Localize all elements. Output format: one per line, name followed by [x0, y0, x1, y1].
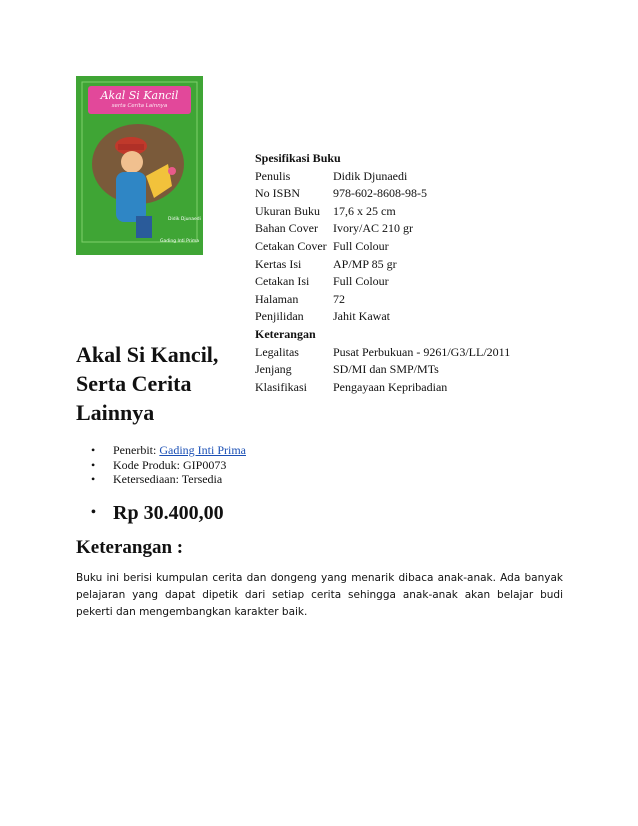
spec-row [255, 168, 615, 186]
publisher-link[interactable]: Gading Inti Prima [159, 443, 246, 457]
cover-title: Akal Si Kancil [100, 89, 179, 102]
spec-row [255, 344, 615, 362]
description-heading: Keterangan : [76, 537, 184, 558]
spec-value: AP/MP 85 gr [333, 256, 397, 271]
spec-value: Pusat Perbukuan - 9261/G3/LL/2011 [333, 344, 511, 359]
spec-label: Penjilidan [255, 309, 304, 324]
spec-value: Full Colour [333, 274, 389, 289]
spec-label: Bahan Cover [255, 221, 318, 236]
spec-row [255, 256, 615, 274]
spec-label: Ukuran Buku [255, 203, 320, 218]
cover-subtitle: serta Cerita Lainnya [111, 103, 168, 109]
book-cover-image [76, 76, 203, 255]
cover-author: Didik Djunaedi [168, 217, 201, 222]
spec-value: 72 [333, 291, 345, 306]
spec-row [255, 203, 615, 221]
list-item-product-code: • Kode Produk: GIP0073 [76, 458, 246, 473]
spec-row [255, 291, 615, 309]
spec-value: Jahit Kawat [333, 309, 390, 324]
spec-value: 17,6 x 25 cm [333, 203, 396, 218]
description-text: Buku ini berisi kumpulan cerita dan dongeng yang menarik dibaca anak-anak. Ada banyak pelajaran yang dapat dipetik dari setiap cerita sehingga anak-anak akan belajar budi pekerti dan mengembangkan karakter baik. [76, 572, 563, 618]
bullet-icon: • [91, 505, 96, 520]
spec-label: Klasifikasi [255, 379, 307, 394]
price [76, 502, 224, 525]
spec-label: Kertas Isi [255, 256, 302, 271]
list-item-availability: • Ketersediaan: Tersedia [76, 472, 246, 487]
cover-publisher: Gading Inti Prima [160, 239, 199, 244]
spec-label: Cetakan Cover [255, 238, 327, 253]
spec-label: Jenjang [255, 362, 292, 377]
spec-value: 978-602-8608-98-5 [333, 186, 427, 201]
spec-value: Full Colour [333, 238, 389, 253]
spec-heading: Spesifikasi Buku [255, 151, 341, 165]
spec-label: Halaman [255, 291, 299, 306]
product-meta-list [76, 443, 246, 487]
spec-row [255, 220, 615, 238]
spec-value: Ivory/AC 210 gr [333, 221, 413, 236]
product-title: Akal Si Kancil, Serta Cerita Lainnya [76, 342, 219, 425]
spec-row [255, 273, 615, 291]
spec-label: No ISBN [255, 186, 301, 201]
spec-table [255, 150, 615, 396]
spec-value: SD/MI dan SMP/MTs [333, 362, 439, 377]
spec-row [255, 361, 615, 379]
spec-value: Pengayaan Kepribadian [333, 379, 448, 394]
spec-label: Penulis [255, 168, 291, 183]
spec-value: Didik Djunaedi [333, 168, 408, 183]
spec-row [255, 308, 615, 326]
publisher-label: Penerbit: [113, 443, 160, 457]
spec-label: Cetakan Isi [255, 274, 310, 289]
spec-row [255, 379, 615, 397]
spec-heading-keterangan: Keterangan [255, 326, 316, 341]
spec-label: Legalitas [255, 344, 299, 359]
spec-row [255, 238, 615, 256]
price-value: Rp 30.400,00 [113, 502, 224, 524]
spec-row [255, 185, 615, 203]
list-item-publisher [76, 443, 246, 458]
